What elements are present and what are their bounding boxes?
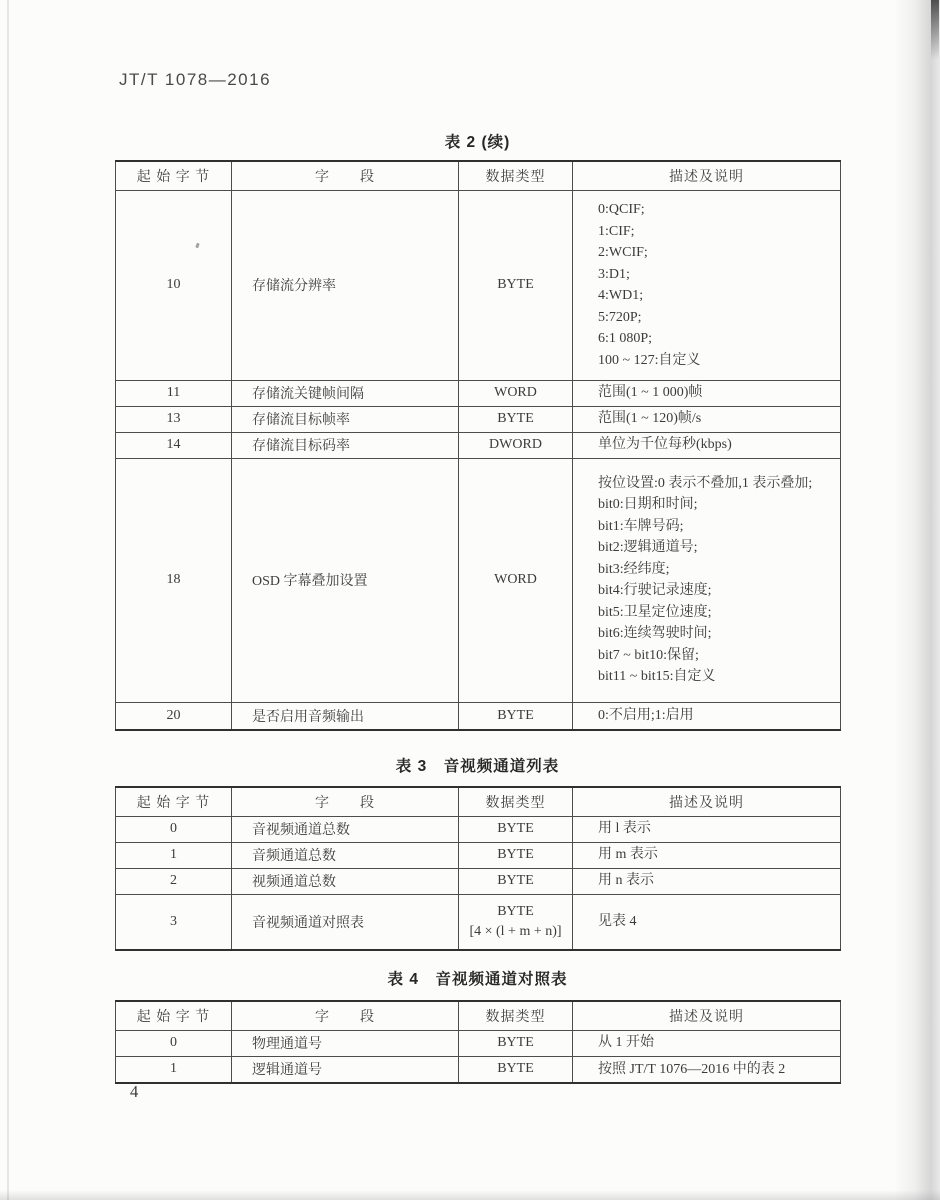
col-header-description: 描述及说明: [573, 787, 841, 816]
col-header-start-byte: 起 始 字 节: [116, 161, 232, 190]
col-header-description: 描述及说明: [573, 161, 841, 190]
cell-description: 按照 JT/T 1076—2016 中的表 2: [573, 1056, 841, 1083]
cell-start-byte: 20: [116, 702, 232, 730]
cell-field: 存储流目标码率: [232, 432, 459, 458]
table2-storage-stream-params: [115, 160, 841, 731]
cell-description: 从 1 开始: [573, 1030, 841, 1056]
cell-field: 是否启用音频输出: [232, 702, 459, 730]
col-header-start-byte: 起 始 字 节: [116, 1001, 232, 1030]
table3-header-row: [116, 787, 841, 816]
scan-left-edge-line: [7, 0, 9, 1200]
cell-field: 存储流关键帧间隔: [232, 380, 459, 406]
cell-start-byte: 1: [116, 842, 232, 868]
cell-description: 范围(1 ~ 120)帧/s: [573, 406, 841, 432]
col-header-data-type: 数据类型: [459, 787, 573, 816]
cell-data-type: BYTE: [459, 842, 573, 868]
scan-shadow-right: [894, 0, 940, 1200]
col-header-data-type: 数据类型: [459, 161, 573, 190]
cell-start-byte: 14: [116, 432, 232, 458]
col-header-field: 字 段: [232, 1001, 459, 1030]
table2-caption: 表 2 (续): [444, 134, 511, 151]
table-row: [116, 1056, 841, 1083]
cell-description: 单位为千位每秒(kbps): [573, 432, 841, 458]
table-row: [116, 816, 841, 842]
table-row: [116, 458, 841, 702]
cell-field: 音视频通道总数: [232, 816, 459, 842]
table-row: [116, 432, 841, 458]
table-row: [116, 1030, 841, 1056]
col-header-start-byte: 起 始 字 节: [116, 787, 232, 816]
cell-start-byte: 0: [116, 816, 232, 842]
cell-description: 0:QCIF; 1:CIF; 2:WCIF; 3:D1; 4:WD1; 5:720P; 6:1 080P; 100 ~ 127:自定义: [573, 190, 841, 380]
table4-caption: 表 4 音视频通道对照表: [387, 971, 568, 988]
page-number: 4: [130, 1082, 139, 1101]
cell-data-type: BYTE: [459, 868, 573, 894]
cell-description: 按位设置:0 表示不叠加,1 表示叠加; bit0:日期和时间; bit1:车牌号码; bit2:逻辑通道号; bit3:经纬度; bit4:行驶记录速度; bit5:卫星定位速度; bit6:连续驾驶时间; bit7 ~ bit10:保留; bit11 ~ bit15:自定义: [573, 458, 841, 702]
cell-data-type: BYTE: [459, 1056, 573, 1083]
cell-data-type: BYTE: [459, 1030, 573, 1056]
table-row: [116, 842, 841, 868]
cell-description: 用 n 表示: [573, 868, 841, 894]
table2-header-row: [116, 161, 841, 190]
col-header-data-type: 数据类型: [459, 1001, 573, 1030]
cell-field: 音频通道总数: [232, 842, 459, 868]
table-row: [116, 894, 841, 950]
cell-description: 0:不启用;1:启用: [573, 702, 841, 730]
table-row: [116, 190, 841, 380]
cell-data-type: BYTE: [459, 702, 573, 730]
cell-field: 存储流分辨率: [232, 190, 459, 380]
cell-field: 存储流目标帧率: [232, 406, 459, 432]
cell-data-type: BYTE: [459, 406, 573, 432]
cell-field: OSD 字幕叠加设置: [232, 458, 459, 702]
cell-data-type: WORD: [459, 380, 573, 406]
cell-data-type: WORD: [459, 458, 573, 702]
cell-field: 视频通道总数: [232, 868, 459, 894]
cell-description: 见表 4: [573, 894, 841, 950]
table-row: [116, 406, 841, 432]
cell-data-type: DWORD: [459, 432, 573, 458]
cell-description: 范围(1 ~ 1 000)帧: [573, 380, 841, 406]
table3-caption: 表 3 音视频通道列表: [395, 758, 560, 775]
table4-av-channel-mapping: [115, 1000, 841, 1084]
cell-start-byte: 2: [116, 868, 232, 894]
table-row: [116, 702, 841, 730]
cell-field: 物理通道号: [232, 1030, 459, 1056]
scan-dark-corner-top-right: [931, 0, 939, 60]
cell-start-byte: 3: [116, 894, 232, 950]
cell-field: 逻辑通道号: [232, 1056, 459, 1083]
cell-start-byte: 11: [116, 380, 232, 406]
cell-data-type: BYTE: [459, 190, 573, 380]
col-header-field: 字 段: [232, 787, 459, 816]
table3-av-channel-list: [115, 786, 841, 951]
scan-shadow-bottom: [0, 1190, 940, 1200]
table4-header-row: [116, 1001, 841, 1030]
table-row: [116, 380, 841, 406]
col-header-field: 字 段: [232, 161, 459, 190]
table-row: [116, 868, 841, 894]
cell-data-type: BYTE [4 × (l + m + n)]: [459, 894, 573, 950]
document-standard-number: JT/T 1078—2016: [119, 70, 272, 89]
cell-description: 用 m 表示: [573, 842, 841, 868]
cell-data-type: BYTE: [459, 816, 573, 842]
cell-start-byte: 0: [116, 1030, 232, 1056]
cell-description: 用 l 表示: [573, 816, 841, 842]
cell-start-byte: 18: [116, 458, 232, 702]
cell-field: 音视频通道对照表: [232, 894, 459, 950]
cell-start-byte: 13: [116, 406, 232, 432]
col-header-description: 描述及说明: [573, 1001, 841, 1030]
cell-start-byte: 1: [116, 1056, 232, 1083]
cell-start-byte: 10: [116, 190, 232, 380]
